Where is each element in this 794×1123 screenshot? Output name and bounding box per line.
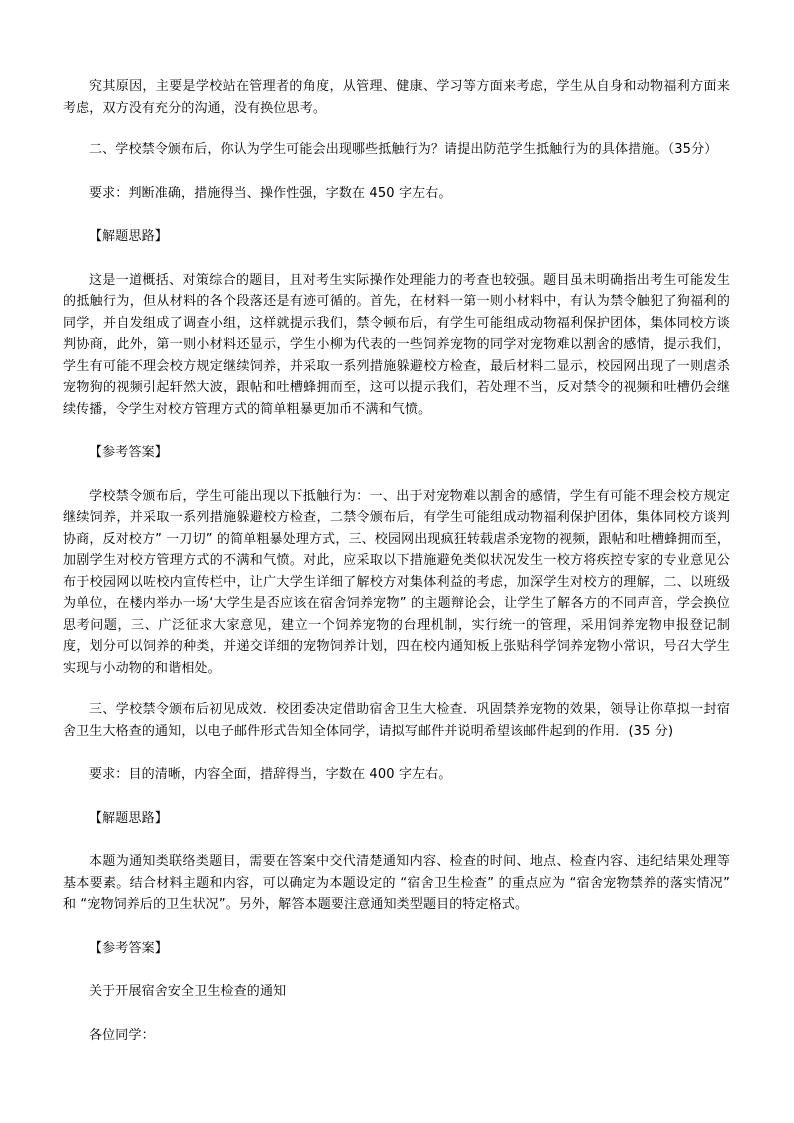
reference-answer-text: 学校禁令颁布后，学生可能出现以下抵触行为：一、出于对宠物难以割舍的感情，学生有可能不理会校方规定继续饲养，并采取一系列措施躲避校方检查，二禁令颁布后，有学生可能组成动物福利保护团体，集体同校方谈判协商，反对校方” 一刀切” 的简单粗暴处理方式，三、校园网出现疯狂转载虐杀宠物的视频，跟帖和吐槽蜂拥而至，加剧学生对校方管理方式的不满和气愤。对此，应采取以下措施避免类似状况发生一校方将疾控专家的专业意见公布于校园网以咗校内宣传栏中，让广大学生详细了解校方对集体利益的考虑，加深学生对校方的理解，二、以班级为单位，在楼内举办一场‘大学生是否应该在宿舍饲养宠物” 的主题辩论会，让学生了解各方的不同声音，学会换位思考问题，三、广泛征求大家意见，建立一个饲养宠物的台理机制，实行统一的管理，采用饲养宠物申报登记制度，划分可以饲养的种类，并递交详细的宠物饲养计划，四在校内通知板上张贴科学饲养宠物小常识，号召大学生实现与小动物的和谐相处。 bbox=[63, 488, 730, 676]
question-three-requirement: 要求：目的清晰，内容全面，措辞得当，字数在 400 字左右。 bbox=[89, 767, 452, 782]
reference-answer-heading: 【参考答案】 bbox=[89, 445, 168, 460]
notice-title: 关于开展宿舍安全卫生检查的通知 bbox=[89, 984, 287, 999]
solution-approach-heading: 【解题思路】 bbox=[89, 229, 168, 244]
question-three: 三、学校禁令颁布后初见成效．校团委决定借助宿舍卫生大检查．巩固禁养宠物的效果，领导让你草拟一封宿舍卫生大格查的通知，以电子邮件形式告知全体同学，请拟写邮件并说明希望该邮件起到的作用．(35 分) bbox=[63, 702, 730, 739]
paragraph-cause-analysis: 究其原因，主要是学校站在管理者的角度，从管理、健康、学习等方面来考虑，学生从自身和动物福利方面来考虑，双方没有充分的沟通，没有换位思考。 bbox=[63, 79, 730, 116]
document-page bbox=[63, 76, 730, 1046]
reference-answer-heading-2: 【参考答案】 bbox=[89, 940, 168, 956]
question-two-requirement: 要求：判断准确，措施得当、操作性强，字数在 450 字左右。 bbox=[89, 185, 452, 201]
notice-salutation: 各位同学： bbox=[89, 1027, 155, 1043]
solution-approach-text-2: 本题为通知类联络类题目，需要在答案中交代清楚通知内容、检查的时间、地点、检查内容、违纪结果处理等基本要素。结合材料主题和内容，可以确定为本题设定的 “宿舍卫生检查” 的重点应为 “宿舍宠物禁养的落实情况” 和 “宠物饲养后的卫生状况”。另外，解答本题要注意通知类型题目的特定格式。 bbox=[63, 854, 730, 912]
solution-approach-heading-2: 【解题思路】 bbox=[89, 810, 168, 826]
solution-approach-text: 这是一道概括、对策综合的题目，且对考生实际操作处理能力的考查也较强。题目虽未明确指出考生可能发生的抵触行为，但从材料的各个段落还是有迹可循的。首先，在材料一第一则小材料中，有认为禁令触犯了狗福利的同学，并自发组成了调查小组，这样就提示我们，禁令顿布后，有学生可能组成动物福利保护团体，集体同校方谈判协商，此外，第一则小材料还显示，学生小柳为代表的一些饲养宠物的同学对宠物难以割舍的感情，提示我们，学生有可能不理会校方规定继续饲养，并采取一系列措施躲避校方检查，最后材料二显示，校园网出现了一则虐杀宠物狗的视频引起轩然大波，跟帖和吐槽蜂拥而至，这可以提示我们，若处理不当，反对禁令的视频和吐槽仍会继续传播，令学生对校方管理方式的简单粗暴更加币不满和气愤。 bbox=[63, 272, 730, 417]
question-two: 二、学校禁令颁布后，你认为学生可能会出现哪些抵触行为？请提出防范学生抵触行为的具体措施。（35分） bbox=[89, 142, 718, 157]
